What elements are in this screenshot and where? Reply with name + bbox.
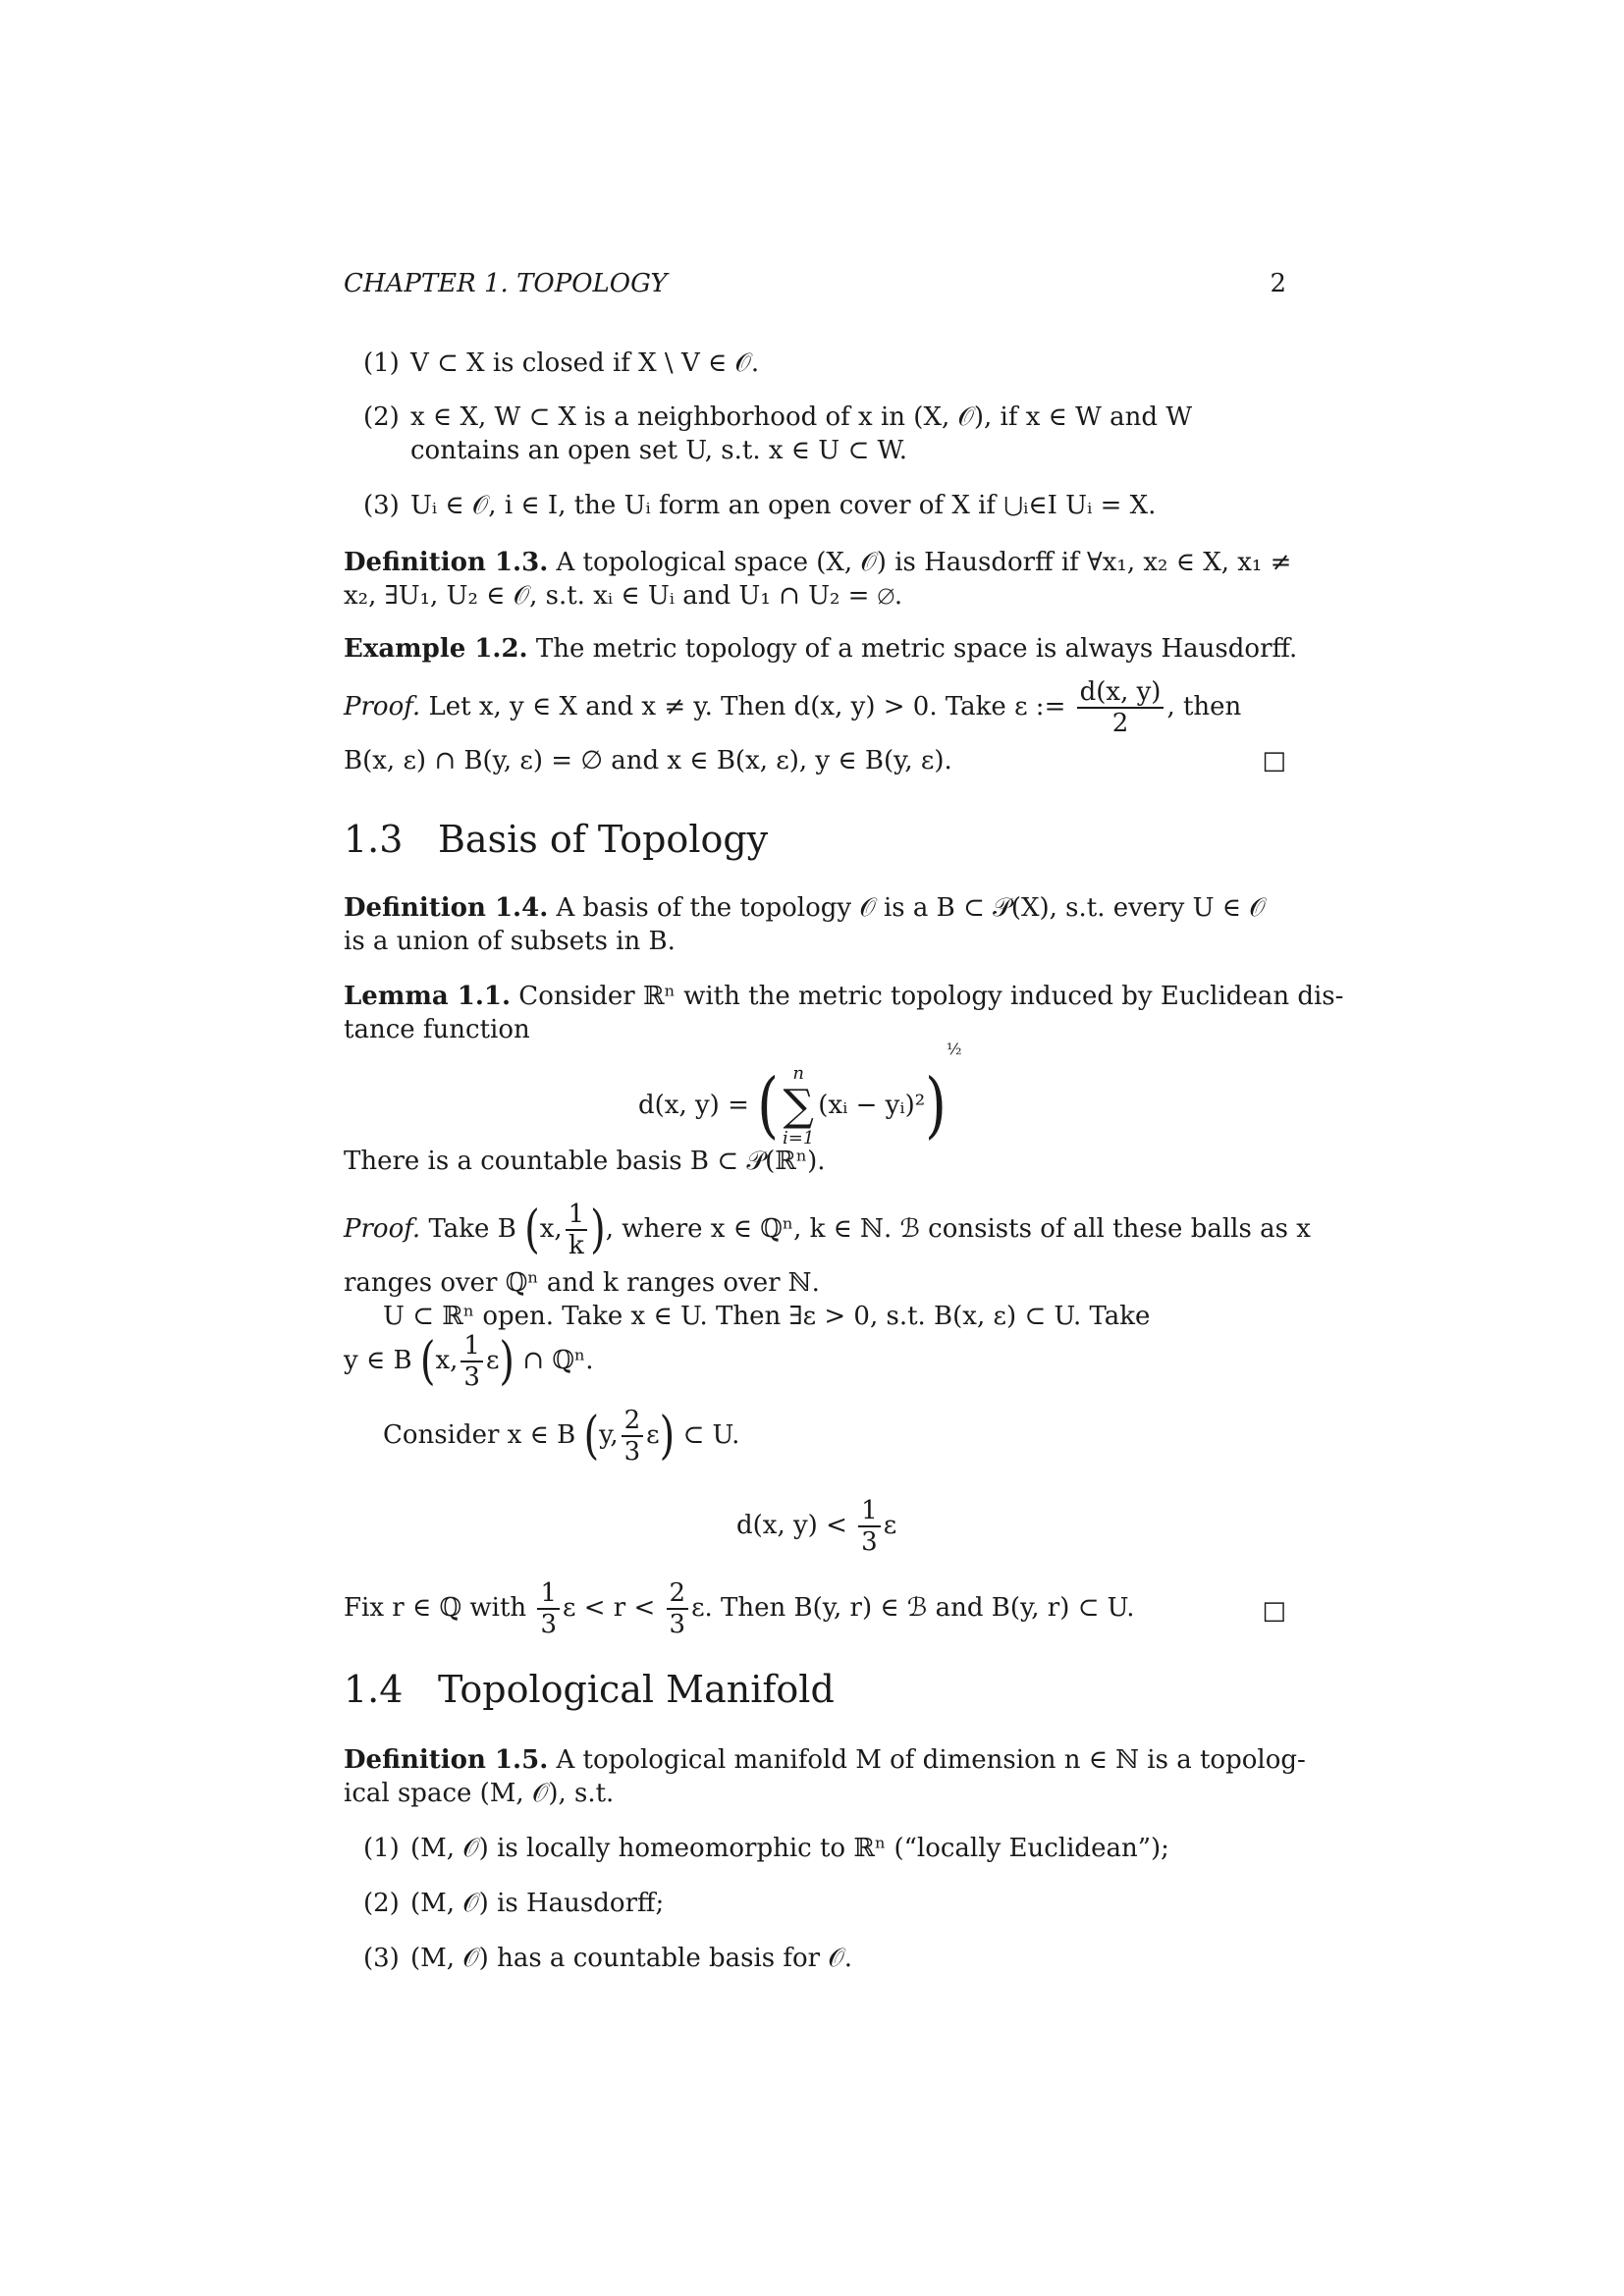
fraction-numerator: 1: [537, 1578, 560, 1610]
fraction-denominator: 3: [463, 1362, 480, 1392]
fraction-d-over-2: [1077, 677, 1164, 738]
example-1-2: [344, 632, 1297, 666]
page-number: 2: [1270, 269, 1286, 298]
fraction-2-over-3: [667, 1578, 689, 1639]
proof-label: Proof.: [344, 692, 421, 721]
proof-text: y ∈ B: [344, 1346, 412, 1375]
fraction-denominator: 3: [540, 1610, 557, 1639]
proof-text: ⊂ U.: [682, 1420, 740, 1450]
example-label: Example 1.2.: [344, 634, 528, 664]
summation-sign: ∑: [783, 1081, 814, 1131]
proof-text: ∩ ℚⁿ.: [522, 1346, 594, 1375]
definition-1-4: [344, 891, 1266, 925]
left-paren: (: [524, 1201, 540, 1259]
definition-label: Definition 1.3.: [344, 548, 549, 577]
list-item-number: (2): [363, 402, 400, 432]
lemma-1-1-cont: tance function: [344, 1015, 530, 1044]
fraction-numerator: 1: [460, 1331, 483, 1362]
left-paren: (: [419, 1332, 436, 1391]
qed-symbol: □: [1262, 1596, 1286, 1626]
proof-text: Fix r ∈ ℚ with: [344, 1593, 527, 1623]
fraction-denominator: 3: [861, 1527, 878, 1557]
left-paren: (: [757, 1064, 779, 1148]
definition-label: Definition 1.4.: [344, 893, 549, 923]
equation-distance-bound: [736, 1496, 896, 1557]
section-heading-1-3: [344, 818, 769, 861]
list-item-number: (3): [363, 1944, 400, 1973]
right-paren: ): [925, 1064, 947, 1148]
proof-label: Proof.: [344, 1214, 421, 1244]
proof-text-line: U ⊂ ℝⁿ open. Take x ∈ U. Then ∃ε > 0, s.t. B(x, ε) ⊂ U. Take: [383, 1302, 1151, 1331]
list-item-text: V ⊂ X is closed if X \ V ∈ 𝒪.: [410, 348, 760, 378]
fraction-numerator: 2: [667, 1578, 689, 1610]
list-item-number: (2): [363, 1889, 400, 1918]
lemma-conclusion: There is a countable basis B ⊂ 𝒫(ℝⁿ).: [344, 1147, 826, 1176]
epsilon: ε: [883, 1511, 897, 1540]
summation: [783, 1063, 814, 1149]
proof-text-cont: B(x, ε) ∩ B(y, ε) = ∅ and x ∈ B(x, ε), y ∈ B(y, ε).: [344, 746, 952, 775]
section-number: 1.3: [344, 818, 404, 861]
proof-text: ε < r <: [562, 1593, 656, 1623]
equation-term: (xᵢ − yᵢ)²: [818, 1091, 926, 1120]
fraction-1-over-3: [858, 1496, 881, 1557]
fraction-2-over-3: [622, 1406, 644, 1467]
definition-1-3-cont: x₂, ∃U₁, U₂ ∈ 𝒪, s.t. xᵢ ∈ Uᵢ and U₁ ∩ U₂ = ∅.: [344, 581, 903, 611]
proof-text: Take B: [428, 1214, 516, 1244]
fraction-numerator: d(x, y): [1077, 677, 1164, 709]
proof-text-line: [344, 1578, 1286, 1639]
definition-1-5: [344, 1743, 1306, 1777]
definition-text: A topological manifold M of dimension n ∈ ℕ is a topolog-: [556, 1745, 1306, 1775]
fraction-1-over-k: [566, 1200, 588, 1260]
ball-center: x,: [539, 1214, 563, 1244]
fraction-1-over-3: [460, 1331, 483, 1392]
section-number: 1.4: [344, 1668, 404, 1711]
list-item-text: Uᵢ ∈ 𝒪, i ∈ I, the Uᵢ form an open cover of X if ⋃ᵢ∈I Uᵢ = X.: [410, 491, 1157, 520]
definition-text: A topological space (X, 𝒪) is Hausdorff if ∀x₁, x₂ ∈ X, x₁ ≠: [556, 548, 1292, 577]
section-title: Topological Manifold: [438, 1668, 835, 1711]
list-item-text: (M, 𝒪) is Hausdorff;: [410, 1889, 665, 1918]
running-header-chapter: CHAPTER 1. TOPOLOGY: [344, 269, 668, 298]
list-item-text: (M, 𝒪) has a countable basis for 𝒪.: [410, 1944, 852, 1973]
definition-1-4-cont: is a union of subsets in B.: [344, 927, 676, 956]
ball-center: y,: [599, 1420, 619, 1450]
proof-text: , then: [1166, 692, 1242, 721]
epsilon: ε: [485, 1346, 500, 1375]
example-text: The metric topology of a metric space is always Hausdorff.: [535, 634, 1298, 664]
list-item-text-cont: contains an open set U, s.t. x ∈ U ⊂ W.: [410, 436, 907, 465]
fraction-denominator: 2: [1111, 709, 1129, 738]
fraction-denominator: 3: [623, 1437, 641, 1467]
fraction-denominator: 3: [669, 1610, 686, 1639]
lemma-label: Lemma 1.1.: [344, 982, 512, 1011]
right-paren: ): [499, 1332, 515, 1391]
list-item-text: x ∈ X, W ⊂ X is a neighborhood of x in (X, 𝒪), if x ∈ W and W: [410, 402, 1193, 432]
proof-text: Consider x ∈ B: [383, 1420, 576, 1450]
definition-text: A basis of the topology 𝒪 is a B ⊂ 𝒫(X), s.t. every U ∈ 𝒪: [556, 893, 1266, 923]
proof-text-line: [344, 1331, 594, 1392]
lemma-text: Consider ℝⁿ with the metric topology induced by Euclidean dis-: [518, 982, 1344, 1011]
summation-upper: n: [792, 1063, 804, 1084]
right-paren: ): [659, 1407, 676, 1466]
definition-1-3: [344, 546, 1291, 579]
proof-countable-basis: [344, 1200, 1311, 1260]
lemma-1-1: [344, 980, 1343, 1013]
equation-euclidean-distance: [638, 1033, 962, 1149]
list-item-number: (1): [363, 348, 400, 378]
fraction-numerator: 1: [858, 1496, 881, 1527]
proof-text: Let x, y ∈ X and x ≠ y. Then d(x, y) > 0. Take ε :=: [428, 692, 1066, 721]
equation-lhs: d(x, y) =: [638, 1091, 749, 1120]
definition-1-5-cont: ical space (M, 𝒪), s.t.: [344, 1779, 615, 1808]
section-title: Basis of Topology: [438, 818, 769, 861]
fraction-numerator: 2: [622, 1406, 644, 1437]
epsilon: ε: [646, 1420, 660, 1450]
right-paren: ): [590, 1201, 606, 1259]
section-heading-1-4: [344, 1668, 835, 1711]
qed-symbol: □: [1262, 746, 1286, 775]
proof-text: ε. Then B(y, r) ∈ ℬ and B(y, r) ⊂ U.: [691, 1593, 1135, 1623]
proof-text: , where x ∈ ℚⁿ, k ∈ ℕ. ℬ consists of all these balls as x: [605, 1214, 1311, 1244]
list-item-number: (1): [363, 1834, 400, 1863]
equation-lhs: d(x, y) <: [736, 1511, 847, 1540]
fraction-denominator: k: [568, 1231, 584, 1260]
summation-lower: i=1: [783, 1128, 815, 1148]
definition-label: Definition 1.5.: [344, 1745, 549, 1775]
proof-hausdorff: [344, 677, 1286, 738]
ball-center: x,: [435, 1346, 459, 1375]
list-item-number: (3): [363, 491, 400, 520]
fraction-numerator: 1: [566, 1200, 588, 1231]
equation-exponent: ½: [947, 1040, 962, 1058]
left-paren: (: [583, 1407, 600, 1466]
proof-text-line: [383, 1406, 739, 1467]
proof-text-line: ranges over ℚⁿ and k ranges over ℕ.: [344, 1268, 820, 1298]
list-item-text: (M, 𝒪) is locally homeomorphic to ℝⁿ (“locally Euclidean”);: [410, 1834, 1169, 1863]
fraction-1-over-3: [537, 1578, 560, 1639]
